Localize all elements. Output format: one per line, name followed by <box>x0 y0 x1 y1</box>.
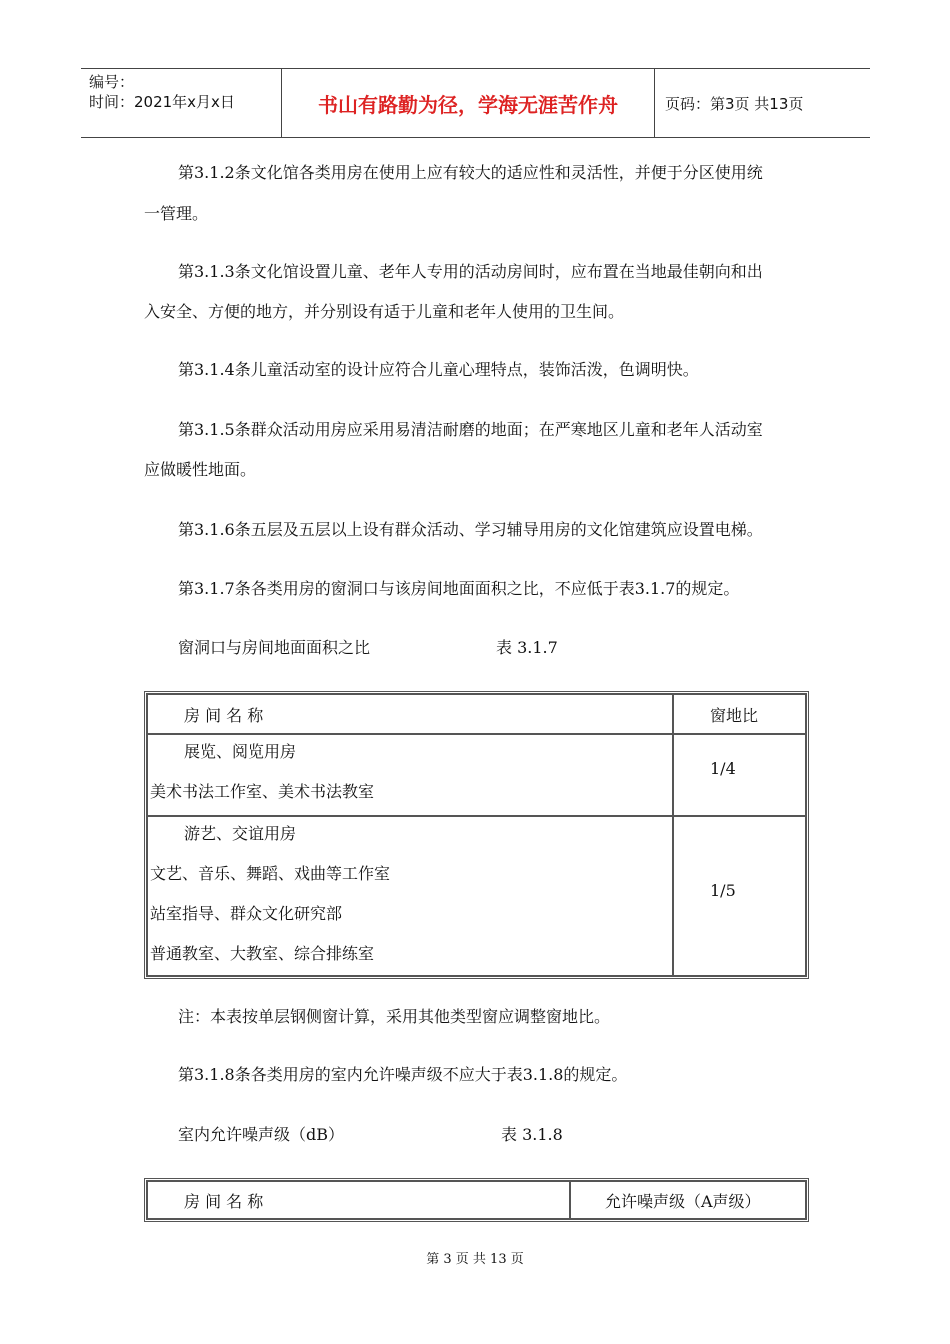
table-header-room-name: 房 间 名 称 <box>147 694 673 734</box>
room-name: 游艺、交谊用房 <box>184 824 297 843</box>
room-name: 美术书法工作室、美术书法教室 <box>150 782 375 801</box>
table-header-noise-level: 允许噪声级（A声级） <box>570 1181 806 1219</box>
clause-3-1-4: 第3.1.4条儿童活动室的设计应符合儿童心理特点，装饰活泼，色调明快。 <box>178 360 699 379</box>
clause-3-1-2-line1: 第3.1.2条文化馆各类用房在使用上应有较大的适应性和灵活性，并便于分区使用统 <box>178 163 763 182</box>
table-3-1-7 <box>144 691 809 979</box>
header-meta-cell <box>81 69 282 137</box>
header-motto: 书山有路勤为径，学海无涯苦作舟 <box>318 93 618 117</box>
clause-3-1-3-line2: 入安全、方便的地方，并分别设有适于儿童和老年人使用的卫生间。 <box>144 302 625 321</box>
document-code: 编号： <box>89 73 135 91</box>
clause-3-1-6: 第3.1.6条五层及五层以上设有群众活动、学习辅导用房的文化馆建筑应设置电梯。 <box>178 520 763 539</box>
clause-3-1-8: 第3.1.8条各类用房的室内允许噪声级不应大于表3.1.8的规定。 <box>178 1065 628 1084</box>
page-footer: 第 3 页 共 13 页 <box>426 1252 524 1267</box>
room-name: 普通教室、大教室、综合排练室 <box>150 944 375 963</box>
table-header-window-ratio: 窗地比 <box>673 694 806 734</box>
document-date: 时间：2021年x月x日 <box>89 93 235 111</box>
clause-3-1-7: 第3.1.7条各类用房的窗洞口与该房间地面面积之比，不应低于表3.1.7的规定。 <box>178 579 740 598</box>
room-name: 站室指导、群众文化研究部 <box>150 904 343 923</box>
header-motto-cell <box>282 69 655 137</box>
clause-3-1-2-line2: 一管理。 <box>144 204 209 223</box>
table-3-1-8-caption: 室内允许噪声级（dB） <box>178 1125 345 1144</box>
table-note: 注：本表按单层钢侧窗计算，采用其他类型窗应调整窗地比。 <box>178 1007 611 1026</box>
header-page-number: 页码：第3页 共13页 <box>665 95 804 113</box>
clause-3-1-5-line2: 应做暖性地面。 <box>144 460 257 479</box>
table-3-1-8-number: 表 3.1.8 <box>501 1125 563 1144</box>
room-name: 展览、阅览用房 <box>184 742 297 761</box>
table-3-1-7-number: 表 3.1.7 <box>496 638 558 657</box>
window-ratio-value: 1/4 <box>673 734 806 816</box>
table-3-1-8 <box>144 1178 809 1222</box>
clause-3-1-3-line1: 第3.1.3条文化馆设置儿童、老年人专用的活动房间时，应布置在当地最佳朝向和出 <box>178 262 763 281</box>
table-row <box>147 816 673 976</box>
table-header-room-name: 房 间 名 称 <box>147 1181 570 1219</box>
window-ratio-value: 1/5 <box>673 816 806 976</box>
page-header <box>81 68 870 138</box>
table-3-1-7-caption: 窗洞口与房间地面面积之比 <box>178 638 371 657</box>
room-name: 文艺、音乐、舞蹈、戏曲等工作室 <box>150 864 391 883</box>
clause-3-1-5-line1: 第3.1.5条群众活动用房应采用易清洁耐磨的地面；在严寒地区儿童和老年人活动室 <box>178 420 763 439</box>
table-row <box>147 734 673 816</box>
header-page-cell <box>655 69 870 137</box>
